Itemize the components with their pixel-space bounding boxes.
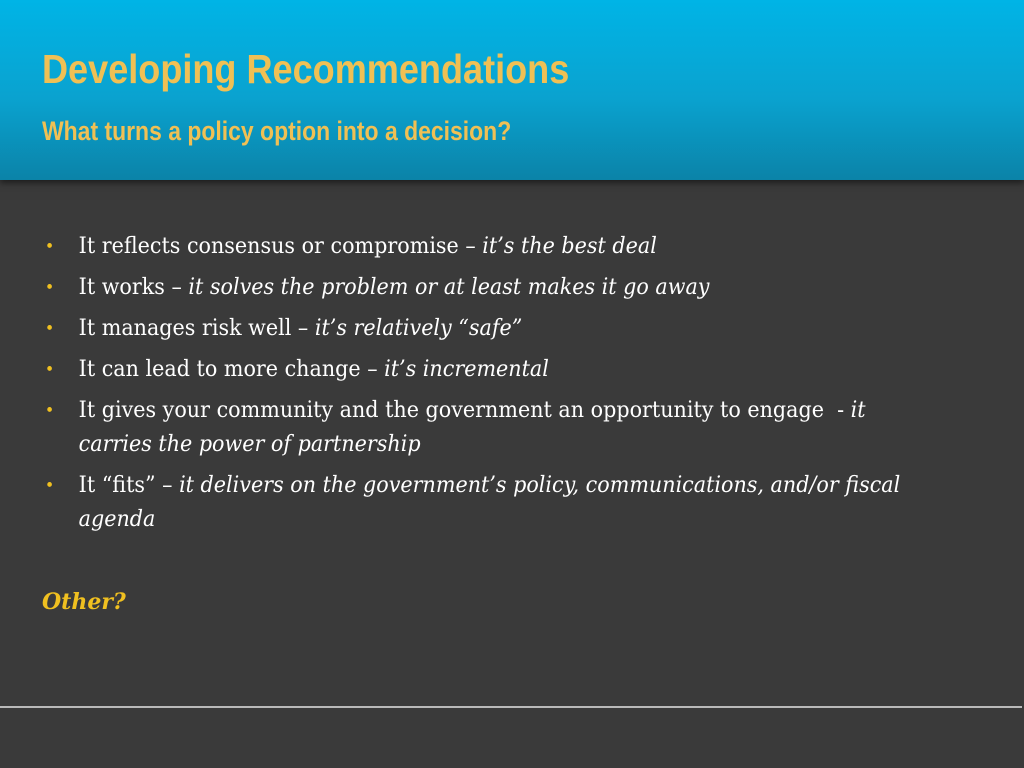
bullet-emphasis: it’s the best deal: [482, 234, 657, 259]
bullet-text: It “fits” –: [78, 473, 180, 498]
bullet-text: It manages risk well –: [78, 316, 315, 341]
bullet-marker-icon: •: [44, 319, 55, 339]
bullet-marker-icon: •: [44, 476, 55, 496]
bullet-emphasis: it solves the problem or at least makes it go away: [188, 275, 710, 300]
bullet-item: [42, 271, 907, 305]
bullet-emphasis: it’s relatively “safe”: [314, 316, 523, 341]
bullet-emphasis: it delivers on the government’s policy, communications, and/or fiscal agenda: [78, 473, 901, 532]
bullet-text: It reflects consensus or compromise –: [78, 234, 483, 259]
bullet-emphasis: it carries the power of partnership: [78, 398, 866, 457]
bullet-emphasis: it’s incremental: [384, 357, 549, 382]
bullet-marker-icon: •: [44, 360, 55, 380]
bullet-item: [42, 312, 907, 346]
bullet-item: [42, 353, 907, 387]
slide-title: Developing Recommendations: [42, 46, 570, 92]
bullet-text: It works –: [78, 275, 189, 300]
bullet-item: [42, 469, 907, 537]
bullet-item: [42, 230, 907, 264]
bullet-text: It can lead to more change –: [78, 357, 385, 382]
bullet-marker-icon: •: [44, 278, 55, 298]
header-band: [0, 0, 1024, 180]
bullet-marker-icon: •: [44, 401, 55, 421]
footer-divider: [0, 706, 1022, 708]
slide-subtitle: What turns a policy option into a decision?: [42, 116, 512, 146]
bullet-marker-icon: •: [44, 237, 55, 257]
bullet-item: [42, 394, 907, 462]
bullet-list: [42, 230, 962, 544]
other-prompt: Other?: [42, 589, 126, 615]
bullet-text: It gives your community and the government an opportunity to engage -: [78, 398, 851, 423]
